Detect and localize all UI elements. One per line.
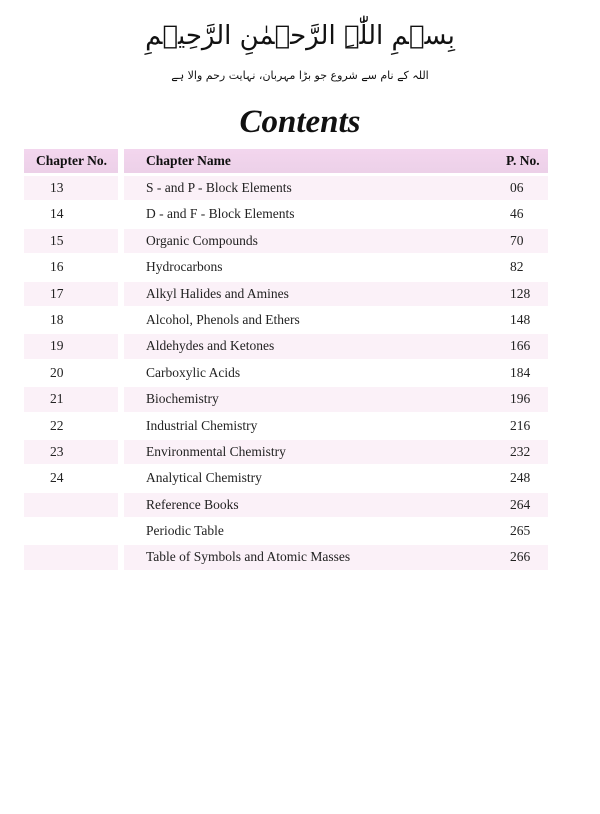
- table-row: [24, 492, 548, 518]
- page-number: 196: [510, 391, 531, 407]
- table-row: [24, 465, 548, 491]
- table-row: [24, 518, 548, 544]
- table-row: [24, 544, 548, 570]
- table-row: [24, 413, 548, 439]
- page-number: 265: [510, 523, 531, 539]
- column-header-chapter-no: Chapter No.: [36, 153, 108, 168]
- bismillah-calligraphy: بِسۡمِ اللّٰہِ الرَّحۡمٰنِ الرَّحِیۡمِ: [145, 21, 455, 51]
- chapter-number: 20: [50, 364, 64, 380]
- chapter-number: 18: [50, 311, 64, 327]
- chapter-name: Table of Symbols and Atomic Masses: [146, 549, 351, 565]
- contents-table: [24, 149, 548, 571]
- page-header: [0, 18, 600, 84]
- chapter-number: 23: [50, 443, 64, 459]
- chapter-name: Hydrocarbons: [146, 259, 223, 275]
- page-number: 266: [510, 549, 531, 565]
- column-header-page-no: P. No.: [506, 153, 540, 168]
- page-number: 248: [510, 470, 531, 486]
- chapter-number: 19: [50, 338, 64, 354]
- page-number: 216: [510, 417, 531, 433]
- chapter-name: Analytical Chemistry: [146, 470, 262, 486]
- page-number: 184: [510, 364, 531, 380]
- chapter-name: Environmental Chemistry: [146, 443, 286, 459]
- row-shading: [24, 440, 118, 464]
- chapter-name: Periodic Table: [146, 523, 224, 539]
- chapter-name: Carboxylic Acids: [146, 364, 241, 380]
- table-row: [24, 439, 548, 465]
- table-row: [24, 201, 548, 227]
- chapter-number: 16: [50, 259, 64, 275]
- table-row: [24, 228, 548, 254]
- page-number: 128: [510, 285, 531, 301]
- chapter-name: Industrial Chemistry: [146, 417, 258, 433]
- page-number: 264: [510, 496, 531, 512]
- chapter-name: D - and F - Block Elements: [146, 206, 295, 222]
- chapter-number: 17: [50, 285, 64, 301]
- row-shading: [24, 387, 118, 411]
- table-row: [24, 333, 548, 359]
- table-body: [24, 175, 548, 571]
- row-shading: [24, 282, 118, 306]
- row-shading: [24, 493, 118, 517]
- page-number: 232: [510, 443, 531, 459]
- page-number: 06: [510, 180, 524, 195]
- page-number: 82: [510, 259, 524, 275]
- page-number: 148: [510, 311, 531, 327]
- chapter-name: S - and P - Block Elements: [146, 180, 292, 195]
- row-shading: [24, 334, 118, 358]
- chapter-name: Organic Compounds: [146, 232, 258, 248]
- table-row: [24, 307, 548, 333]
- page-title: Contents: [239, 104, 361, 140]
- page-number: 166: [510, 338, 531, 354]
- table-row: [24, 175, 548, 201]
- chapter-number: 21: [50, 391, 64, 407]
- chapter-number: 15: [50, 232, 64, 248]
- page-number: 46: [510, 206, 524, 222]
- chapter-name: Alcohol, Phenols and Ethers: [146, 311, 300, 327]
- table-row: [24, 254, 548, 280]
- row-shading: [24, 229, 118, 253]
- chapter-name: Biochemistry: [146, 391, 219, 407]
- table-row: [24, 281, 548, 307]
- chapter-number: 24: [50, 470, 64, 486]
- table-header-row: [24, 149, 548, 173]
- chapter-name: Reference Books: [146, 496, 239, 512]
- urdu-translation-line: اللہ کے نام سے شروع جو بڑا مہربان، نہایت رحم والا ہے: [171, 69, 429, 82]
- chapter-number: 13: [50, 180, 64, 195]
- chapter-number: 14: [50, 206, 64, 222]
- table-row: [24, 360, 548, 386]
- table-row: [24, 386, 548, 412]
- column-header-chapter-name: Chapter Name: [146, 153, 231, 168]
- row-shading: [24, 545, 118, 569]
- chapter-name: Aldehydes and Ketones: [146, 338, 275, 354]
- chapter-name: Alkyl Halides and Amines: [146, 285, 289, 301]
- page-number: 70: [510, 232, 524, 248]
- chapter-number: 22: [50, 417, 64, 433]
- row-shading: [24, 176, 118, 200]
